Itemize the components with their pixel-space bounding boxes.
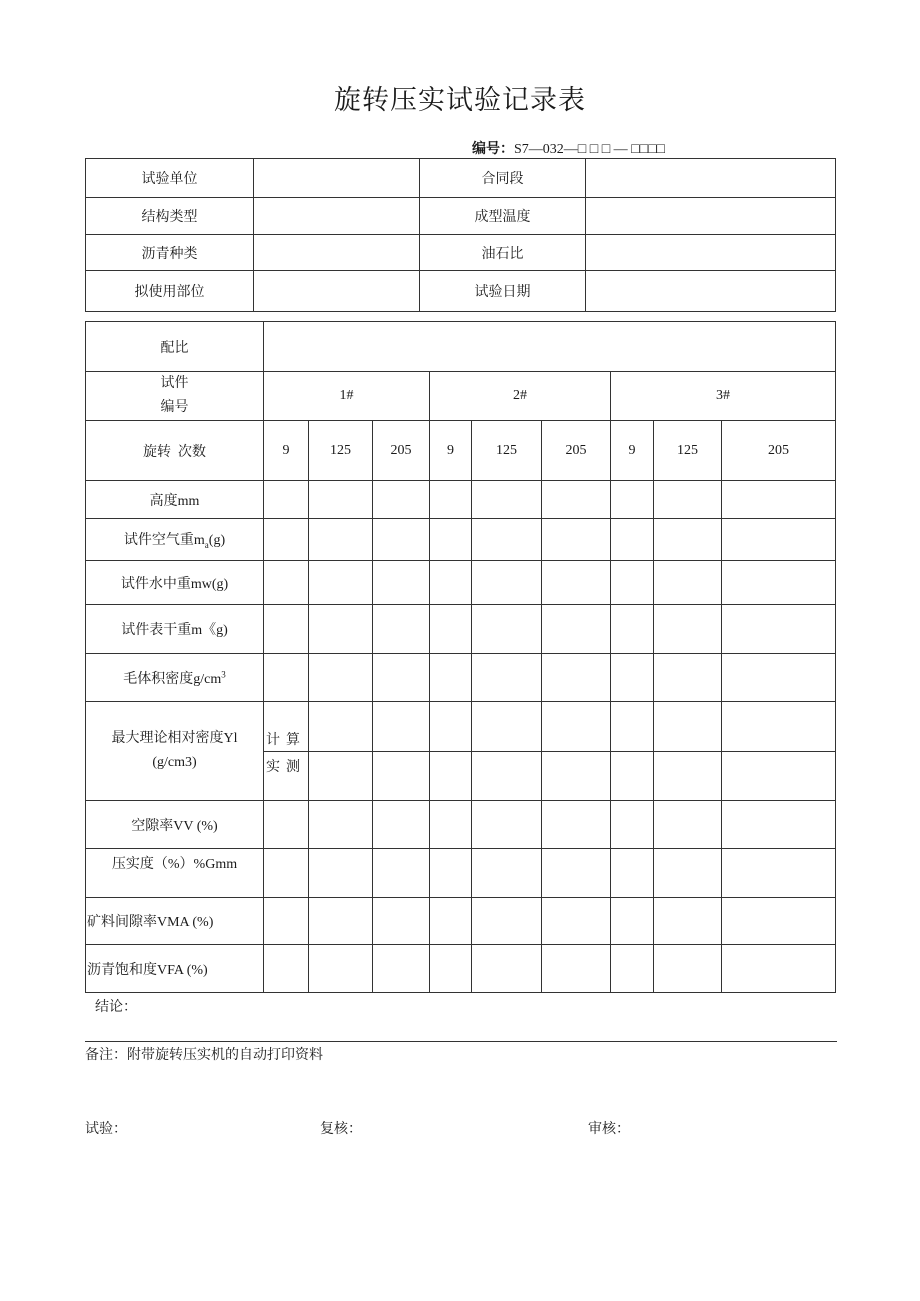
main-table	[85, 321, 836, 993]
data-cell[interactable]	[611, 605, 654, 654]
air-weight-unit: (g)	[208, 533, 226, 549]
data-cell[interactable]	[542, 702, 611, 752]
info-label: 试验单位	[86, 159, 254, 198]
air-weight-label	[86, 519, 264, 561]
gyration-count: 9	[430, 421, 472, 481]
specimen-label-line2: 编号	[160, 400, 189, 415]
data-cell[interactable]	[611, 752, 654, 801]
info-value-cell[interactable]	[586, 198, 836, 235]
data-cell[interactable]	[611, 519, 654, 561]
data-cell[interactable]	[373, 801, 430, 849]
info-value-cell[interactable]	[586, 235, 836, 271]
data-cell[interactable]	[611, 481, 654, 519]
signature-approve: 审核：	[588, 1122, 630, 1137]
data-cell[interactable]	[542, 849, 611, 898]
data-cell[interactable]	[264, 481, 309, 519]
gyration-count: 125	[309, 421, 373, 481]
data-cell[interactable]	[430, 561, 472, 605]
vfa-label: 沥青饱和度VFA (%)	[86, 945, 264, 993]
data-cell[interactable]	[309, 481, 373, 519]
info-value-cell[interactable]	[586, 159, 836, 198]
max-density-calc-row	[86, 702, 836, 752]
data-cell[interactable]	[309, 849, 373, 898]
data-cell[interactable]	[722, 605, 836, 654]
data-cell[interactable]	[430, 945, 472, 993]
rotation-label: 旋转 次数	[86, 421, 264, 481]
data-cell[interactable]	[611, 945, 654, 993]
data-cell[interactable]	[611, 561, 654, 605]
data-cell[interactable]	[611, 801, 654, 849]
data-cell[interactable]	[264, 849, 309, 898]
data-cell[interactable]	[654, 801, 722, 849]
data-cell[interactable]	[373, 945, 430, 993]
data-cell[interactable]	[373, 849, 430, 898]
measured-label: 实测	[264, 752, 309, 801]
data-cell[interactable]	[654, 605, 722, 654]
data-cell[interactable]	[430, 654, 472, 702]
data-cell[interactable]	[309, 605, 373, 654]
data-cell[interactable]	[430, 752, 472, 801]
gyration-row	[86, 421, 836, 481]
bulk-density-superscript: 3	[221, 668, 226, 679]
document-number	[472, 138, 665, 158]
data-cell[interactable]	[430, 898, 472, 945]
specimen-label	[86, 372, 264, 421]
info-label: 结构类型	[86, 198, 254, 235]
specimen-row	[86, 372, 836, 421]
water-weight-label: 试件水中重mw(g)	[86, 561, 264, 605]
data-cell[interactable]	[430, 849, 472, 898]
gyration-count: 205	[542, 421, 611, 481]
info-row	[86, 198, 836, 235]
data-cell[interactable]	[722, 801, 836, 849]
data-cell[interactable]	[542, 605, 611, 654]
compaction-row	[86, 849, 836, 898]
info-label: 试验日期	[420, 271, 586, 312]
data-cell[interactable]	[611, 898, 654, 945]
air-weight-text: 试件空气重m	[123, 533, 205, 549]
data-cell[interactable]	[722, 849, 836, 898]
specimen-number: 3#	[611, 372, 836, 421]
data-cell[interactable]	[264, 605, 309, 654]
info-value-cell[interactable]	[254, 198, 420, 235]
mix-row	[86, 322, 836, 372]
mix-value-cell[interactable]	[264, 322, 836, 372]
data-cell[interactable]	[309, 519, 373, 561]
data-cell[interactable]	[472, 654, 542, 702]
data-cell[interactable]	[373, 519, 430, 561]
data-cell[interactable]	[373, 561, 430, 605]
data-cell[interactable]	[542, 519, 611, 561]
vfa-row	[86, 945, 836, 993]
info-table	[85, 158, 836, 312]
data-cell[interactable]	[654, 945, 722, 993]
signature-test: 试验：	[85, 1122, 127, 1137]
data-cell[interactable]	[542, 752, 611, 801]
page-title: 旋转压实试验记录表	[334, 85, 586, 115]
document-number-label: 编号：	[472, 142, 514, 157]
info-label: 合同段	[420, 159, 586, 198]
data-cell[interactable]	[472, 801, 542, 849]
data-cell[interactable]	[264, 945, 309, 993]
data-cell[interactable]	[309, 654, 373, 702]
height-label: 高度mm	[86, 481, 264, 519]
data-cell[interactable]	[430, 481, 472, 519]
data-cell[interactable]	[264, 898, 309, 945]
data-cell[interactable]	[373, 752, 430, 801]
data-cell[interactable]	[472, 849, 542, 898]
compaction-label: 压实度（%）%Gmm	[86, 849, 264, 898]
air-weight-row	[86, 519, 836, 561]
data-cell[interactable]	[654, 752, 722, 801]
data-cell[interactable]	[430, 519, 472, 561]
mix-label: 配比	[86, 322, 264, 372]
data-cell[interactable]	[373, 605, 430, 654]
info-value-cell[interactable]	[254, 235, 420, 271]
data-cell[interactable]	[264, 519, 309, 561]
info-row	[86, 235, 836, 271]
vv-label: 空隙率VV (%)	[86, 801, 264, 849]
remark: 备注：附带旋转压实机的自动打印资料	[85, 1048, 323, 1063]
data-cell[interactable]	[430, 702, 472, 752]
air-weight-subscript: a	[204, 539, 209, 550]
info-label: 拟使用部位	[86, 271, 254, 312]
height-row	[86, 481, 836, 519]
data-cell[interactable]	[309, 945, 373, 993]
data-cell[interactable]	[654, 702, 722, 752]
data-cell[interactable]	[542, 945, 611, 993]
calc-label: 计算	[264, 702, 309, 752]
data-cell[interactable]	[264, 654, 309, 702]
data-cell[interactable]	[373, 654, 430, 702]
data-cell[interactable]	[472, 519, 542, 561]
data-cell[interactable]	[722, 898, 836, 945]
data-cell[interactable]	[722, 561, 836, 605]
specimen-number: 1#	[264, 372, 430, 421]
info-label: 沥青种类	[86, 235, 254, 271]
ssd-weight-label: 试件表干重m《g)	[86, 605, 264, 654]
max-density-label	[86, 702, 264, 801]
data-cell[interactable]	[722, 519, 836, 561]
water-weight-row	[86, 561, 836, 605]
data-cell[interactable]	[542, 481, 611, 519]
info-value-cell[interactable]	[586, 271, 836, 312]
data-cell[interactable]	[264, 561, 309, 605]
vma-row	[86, 898, 836, 945]
vma-label: 矿料间隙率VMA (%)	[86, 898, 264, 945]
data-cell[interactable]	[611, 849, 654, 898]
data-cell[interactable]	[542, 561, 611, 605]
data-cell[interactable]	[542, 801, 611, 849]
data-cell[interactable]	[542, 654, 611, 702]
data-cell[interactable]	[654, 654, 722, 702]
info-value-cell[interactable]	[254, 271, 420, 312]
data-cell[interactable]	[654, 898, 722, 945]
data-cell[interactable]	[430, 801, 472, 849]
data-cell[interactable]	[611, 654, 654, 702]
data-cell[interactable]	[472, 702, 542, 752]
ssd-weight-row	[86, 605, 836, 654]
data-cell[interactable]	[722, 654, 836, 702]
data-cell[interactable]	[722, 945, 836, 993]
gyration-count: 205	[722, 421, 836, 481]
specimen-label-line1: 试件	[160, 376, 189, 391]
bulk-density-text: 毛体积密度g/cm	[123, 671, 222, 687]
data-cell[interactable]	[722, 752, 836, 801]
data-cell[interactable]	[309, 898, 373, 945]
vv-row	[86, 801, 836, 849]
data-cell[interactable]	[309, 561, 373, 605]
gyration-count: 9	[264, 421, 309, 481]
data-cell[interactable]	[472, 898, 542, 945]
conclusion-label: 结论：	[95, 1000, 137, 1015]
bulk-density-label	[86, 654, 264, 702]
data-cell[interactable]	[309, 702, 373, 752]
gyration-count: 125	[654, 421, 722, 481]
max-density-label-line2: (g/cm3)	[152, 755, 197, 770]
data-cell[interactable]	[654, 519, 722, 561]
info-label: 油石比	[420, 235, 586, 271]
data-cell[interactable]	[373, 481, 430, 519]
bulk-density-row	[86, 654, 836, 702]
data-cell[interactable]	[722, 481, 836, 519]
data-cell[interactable]	[309, 801, 373, 849]
data-cell[interactable]	[373, 702, 430, 752]
data-cell[interactable]	[722, 702, 836, 752]
data-cell[interactable]	[472, 752, 542, 801]
data-cell[interactable]	[309, 752, 373, 801]
data-cell[interactable]	[654, 481, 722, 519]
data-cell[interactable]	[472, 481, 542, 519]
data-cell[interactable]	[472, 945, 542, 993]
data-cell[interactable]	[611, 702, 654, 752]
info-value-cell[interactable]	[254, 159, 420, 198]
divider	[85, 1041, 837, 1042]
max-density-label-line1: 最大理论相对密度Yl	[111, 731, 238, 746]
data-cell[interactable]	[472, 561, 542, 605]
data-cell[interactable]	[373, 898, 430, 945]
info-label: 成型温度	[420, 198, 586, 235]
data-cell[interactable]	[654, 561, 722, 605]
info-row	[86, 159, 836, 198]
data-cell[interactable]	[472, 605, 542, 654]
data-cell[interactable]	[264, 801, 309, 849]
document-number-value: S7—032—□ □ □ — □□□□	[514, 142, 665, 157]
data-cell[interactable]	[542, 898, 611, 945]
gyration-count: 205	[373, 421, 430, 481]
data-cell[interactable]	[654, 849, 722, 898]
gyration-count: 125	[472, 421, 542, 481]
signature-review: 复核：	[320, 1122, 362, 1137]
data-cell[interactable]	[430, 605, 472, 654]
info-row	[86, 271, 836, 312]
gyration-count: 9	[611, 421, 654, 481]
specimen-number: 2#	[430, 372, 611, 421]
